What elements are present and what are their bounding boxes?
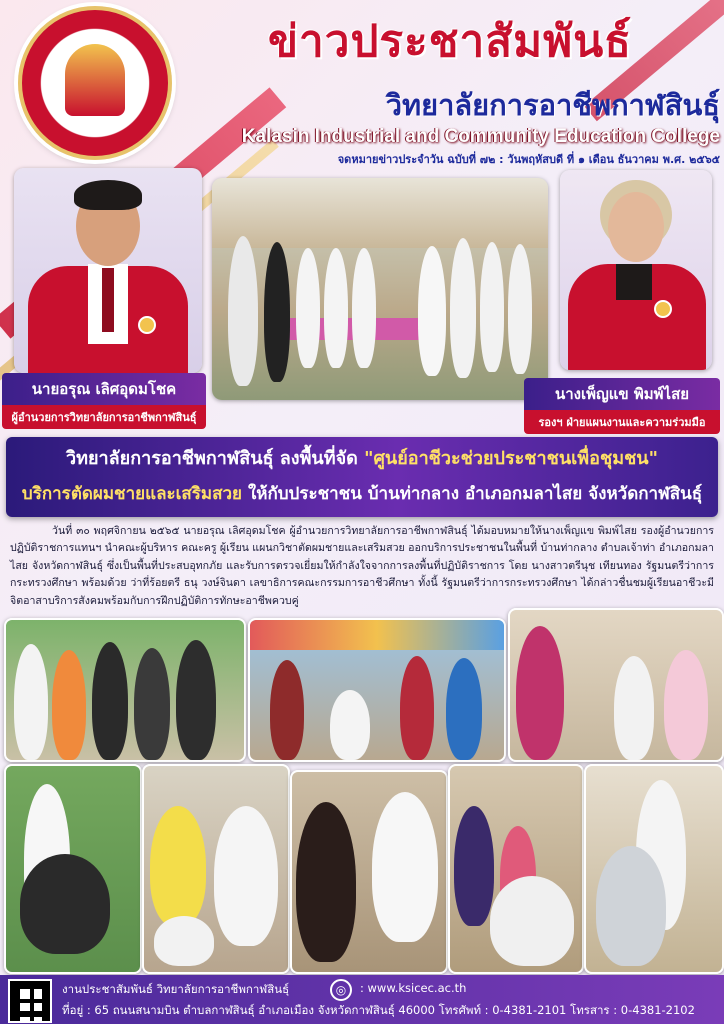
- gallery-photo: [448, 764, 584, 974]
- page-title: ข่าวประชาสัมพันธ์: [267, 16, 633, 67]
- director-name: นายอรุณ เลิศอุดมโชค: [2, 373, 206, 405]
- headline-highlight-2: บริการตัดผมชายและเสริมสวย: [21, 484, 243, 504]
- globe-icon: ◎: [330, 979, 352, 1001]
- qr-code-icon: [8, 979, 52, 1023]
- gallery-photo: [4, 618, 246, 762]
- gallery-photo: [508, 608, 724, 762]
- gallery-photo: [248, 618, 506, 762]
- headline-line-2: บริการตัดผมชายและเสริมสวย ให้กับประชาชน บ้านท่ากลาง อำเภอกมลาไสย จังหวัดกาฬสินธุ์: [21, 484, 703, 504]
- footer-org: งานประชาสัมพันธ์ วิทยาลัยการอาชีพกาฬสินธุ์: [62, 982, 290, 996]
- issue-line: จดหมายข่าวประจำวัน ฉบับที่ ๗๒ : วันพฤหัสบดี ที่ ๑ เดือน ธันวาคม พ.ศ. ๒๕๖๕: [337, 153, 720, 166]
- footer-address: ที่อยู่ : 65 ถนนสนามบิน ตำบลกาฬสินธุ์ อำเภอเมือง จังหวัดกาฬสินธุ์ 46000 โทรศัพท์ : 0-4381-2101 โทรสาร : 0-4381-2102: [62, 1003, 695, 1017]
- college-logo: [18, 6, 172, 160]
- headline-line-1: วิทยาลัยการอาชีพกาฬสินธุ์ ลงพื้นที่จัด "ศูนย์อาชีวะช่วยประชาชนเพื่อชุมชน": [66, 448, 658, 469]
- group-photo: [212, 178, 548, 400]
- director-photo: [14, 168, 202, 373]
- headline-banner: [6, 437, 718, 517]
- director-caption: [2, 373, 206, 429]
- footer-website[interactable]: : www.ksicec.ac.th: [360, 981, 467, 995]
- college-name-english: Kalasin Industrial and Community Education College: [241, 126, 720, 147]
- deputy-photo: [560, 170, 712, 370]
- news-body: วันที่ ๓๐ พฤศจิกายน ๒๕๖๕ นายอรุณ เลิศอุดมโชค ผู้อำนวยการวิทยาลัยการอาชีพกาฬสินธุ์ ได้มอบหมายให้นางเพ็ญแข พิมพ์ไสย รองผู้อำนวยการปฏิบัติราชการแทนฯ นำคณะผู้บริหาร คณะครู ผู้เรียน แผนกวิชาตัดผมชายและเสริมสวย ออกบริการประชาชนในพื้นที่ บ้านท่ากลาง ตำบลเจ้าท่า อำเภอกมลาไสย จังหวัดกาฬสินธุ์ ซึ่งเป็นพื้นที่ประสบอุทกภัย และรับการตรวจเยี่ยมให้กำลังใจจากการลงพื้นที่ปฏิบัติราชการ โดย นางสาวตรีนุช เทียนทอง รัฐมนตรีว่าการกระทรวงศึกษา พร้อมด้วย ว่าที่ร้อยตรี ธนุ วงษ์จินดา เลขาธิการคณะกรรมการอาชีวศึกษา ทั้งนี้ รัฐมนตรีว่าการกระทรวงศึกษา ได้กล่าวชื่นชมผู้เรียนอาชีวะมีจิตอาสาบริการสังคมพร้อมกับการฝึกปฏิบัติการทักษะอาชีพควบคู่: [10, 525, 714, 607]
- deputy-name: นางเพ็ญแข พิมพ์ไสย: [524, 378, 720, 410]
- gallery-photo: [142, 764, 290, 974]
- gallery-photo: [290, 770, 448, 974]
- footer: [0, 975, 724, 1024]
- gallery-photo: [584, 764, 724, 974]
- director-position: ผู้อำนวยการวิทยาลัยการอาชีพกาฬสินธุ์: [2, 405, 206, 429]
- gallery-photo: [4, 764, 142, 974]
- headline-highlight-1: "ศูนย์อาชีวะช่วยประชาชนเพื่อชุมชน": [364, 448, 658, 469]
- emblem-icon: [65, 44, 125, 116]
- deputy-caption: [524, 378, 720, 434]
- deputy-position: รองฯ ฝ่ายแผนงานและความร่วมมือ: [524, 410, 720, 434]
- college-name-thai: วิทยาลัยการอาชีพกาฬสินธุ์: [385, 88, 720, 122]
